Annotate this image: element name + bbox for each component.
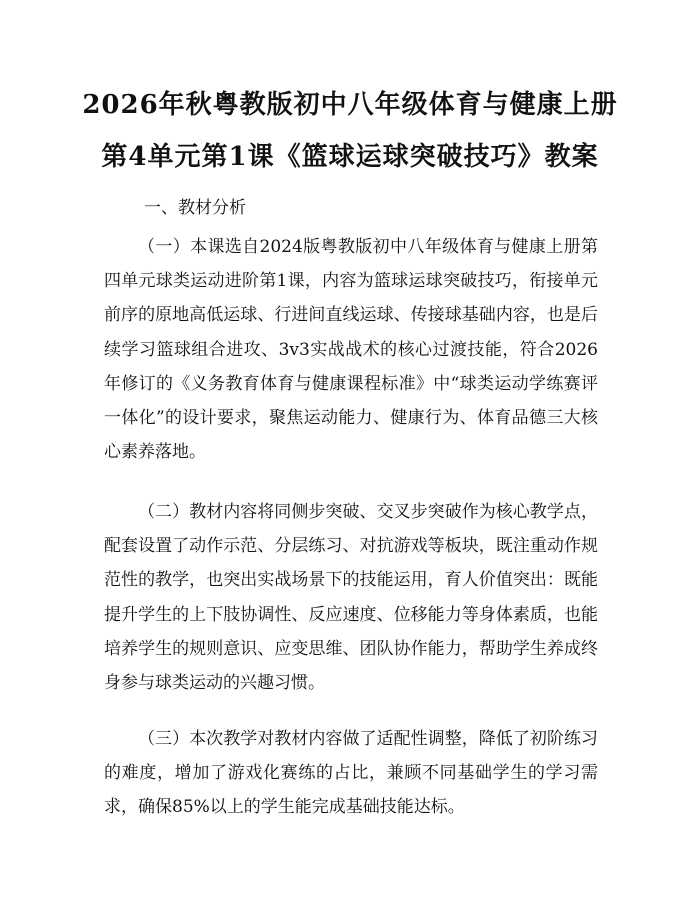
paragraph-1: （一）本课选自2024版粤教版初中八年级体育与健康上册第四单元球类运动进阶第1课，内容为篮球运球突破技巧，衔接单元前序的原地高低运球、行进间直线运球、传接球基础内容，也是后续学习篮球组合进攻、3v3实战战术的核心过渡技能，符合2026年修订的《义务教育体育与健康课程标准》中“球类运动学练赛评一体化”的设计要求，聚焦运动能力、健康行为、体育品德三大核心素养落地。: [104, 237, 598, 463]
paragraph-2: （二）教材内容将同侧步突破、交叉步突破作为核心教学点，配套设置了动作示范、分层练习、对抗游戏等板块，既注重动作规范性的教学，也突出实战场景下的技能运用，育人价值突出：既能提升学生的上下肢协调性、反应速度、位移能力等身体素质，也能培养学生的规则意识、应变思维、团队协作能力，帮助学生养成终身参与球类运动的兴趣习惯。: [104, 502, 598, 694]
paragraph-3: （三）本次教学对教材内容做了适配性调整，降低了初阶练习的难度，增加了游戏化赛练的占比，兼顾不同基础学生的学习需求，确保85%以上的学生能完成基础技能达标。: [104, 729, 598, 818]
document-title-line-1: 2026年秋粤教版初中八年级体育与健康上册: [82, 90, 618, 120]
document-title-line-2: 第4单元第1课《篮球运球突破技巧》教案: [101, 142, 599, 172]
section-heading-textbook-analysis: 一、教材分析: [144, 198, 246, 218]
